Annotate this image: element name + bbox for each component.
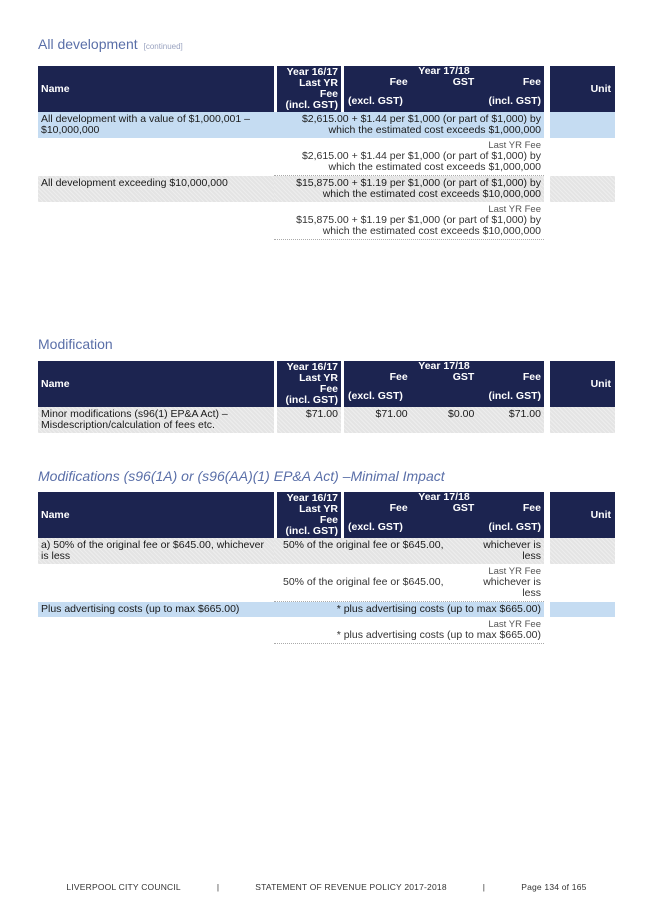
row-unit	[544, 176, 615, 202]
footer-page-number: Page 134 of 165	[521, 882, 587, 892]
row-fee-excl: $71.00	[375, 408, 408, 420]
row-name: All development exceeding $10,000,000	[38, 176, 274, 202]
header-fee: Fee	[389, 502, 408, 514]
col-header-year1	[274, 66, 344, 112]
table-row	[38, 112, 615, 138]
row-name: Minor modifications (s96(1) EP&A Act) – Misdescription/calculation of fees etc.	[38, 407, 274, 433]
header-incl-gst-2: (incl. GST)	[488, 95, 541, 107]
table-row-last-year	[38, 138, 615, 176]
fee-table-minimal-impact	[38, 492, 615, 644]
col-header-year1	[274, 361, 344, 407]
header-excl-gst: (excl. GST)	[348, 95, 403, 107]
fee-table-all-development	[38, 66, 615, 240]
header-year1: Year 16/17	[286, 492, 338, 504]
col-header-unit: Unit	[544, 66, 615, 112]
header-excl-gst: (excl. GST)	[348, 521, 403, 533]
row-last-fee	[274, 617, 544, 644]
col-header-year2	[344, 66, 544, 112]
last-yr-fee-part-b: whichever is less	[483, 576, 541, 599]
header-year2: Year 17/18	[418, 491, 470, 503]
col-header-year2	[344, 492, 544, 538]
row-last-yr-fee: $71.00	[274, 407, 344, 433]
row-fee-incl: $71.00	[508, 408, 541, 420]
last-yr-fee-value: $2,615.00 + $1.44 per $1,000 (or part of $1,000) by which the estimated cost exceeds $1,000,000	[301, 150, 541, 173]
table-row	[38, 407, 615, 433]
header-fee: Fee	[389, 371, 408, 383]
last-yr-fee-value: * plus advertising costs (up to max $665.00)	[336, 629, 541, 641]
footer-separator: |	[216, 882, 220, 892]
table-row	[38, 176, 615, 202]
header-last-yr-fee: Last YR Fee	[299, 77, 338, 100]
header-incl-gst: (incl. GST)	[285, 394, 338, 406]
header-fee-incl: Fee	[522, 76, 541, 88]
col-header-year2	[344, 361, 544, 407]
section-title: Modification	[38, 336, 113, 352]
header-incl-gst-2: (incl. GST)	[488, 390, 541, 402]
section-heading-modification	[38, 336, 113, 352]
table-row	[38, 602, 615, 617]
row-gst: $0.00	[448, 408, 475, 420]
header-incl-gst: (incl. GST)	[285, 99, 338, 111]
last-yr-fee-label: Last YR Fee	[488, 619, 541, 630]
table-row	[38, 538, 615, 564]
row-name: All development with a value of $1,000,001 – $10,000,000	[38, 112, 274, 138]
row-fee-part-a: 50% of the original fee or $645.00,	[283, 539, 444, 551]
last-yr-fee-value: $15,875.00 + $1.19 per $1,000 (or part of $1,000) by which the estimated cost exceeds $10,000,000	[296, 214, 541, 237]
header-gst: GST	[452, 371, 475, 383]
header-fee-incl: Fee	[522, 502, 541, 514]
header-gst: GST	[452, 502, 475, 514]
footer-org: LIVERPOOL CITY COUNCIL	[66, 882, 181, 892]
row-last-fee	[274, 138, 544, 176]
row-fee: * plus advertising costs (up to max $665.00)	[274, 602, 544, 617]
col-header-unit: Unit	[544, 492, 615, 538]
row-last-fee	[274, 564, 544, 602]
continued-note: [continued]	[143, 42, 183, 51]
last-yr-fee-label: Last YR Fee	[488, 140, 541, 151]
row-unit	[544, 538, 615, 564]
row-fee	[274, 538, 544, 564]
header-year2: Year 17/18	[418, 65, 470, 77]
col-header-year1	[274, 492, 344, 538]
row-fee: $15,875.00 + $1.19 per $1,000 (or part of $1,000) by which the estimated cost exceeds $10,000,000	[274, 176, 544, 202]
footer-doc-title: STATEMENT OF REVENUE POLICY 2017-2018	[255, 882, 447, 892]
last-yr-fee-part-a: 50% of the original fee or $645.00,	[283, 576, 444, 588]
row-unit	[544, 112, 615, 138]
row-fee-part-b: whichever is less	[483, 539, 541, 562]
header-last-yr-fee: Last YR Fee	[299, 372, 338, 395]
section-heading-all-development	[38, 36, 183, 52]
last-yr-fee-label: Last YR Fee	[488, 566, 541, 577]
header-incl-gst: (incl. GST)	[285, 525, 338, 537]
table-row-last-year	[38, 202, 615, 240]
section-title: All development	[38, 36, 138, 52]
header-gst: GST	[452, 76, 475, 88]
header-excl-gst: (excl. GST)	[348, 390, 403, 402]
table-row-last-year	[38, 564, 615, 602]
header-incl-gst-2: (incl. GST)	[488, 521, 541, 533]
header-year1: Year 16/17	[286, 361, 338, 373]
header-last-yr-fee: Last YR Fee	[299, 503, 338, 526]
header-fee-incl: Fee	[522, 371, 541, 383]
col-header-name: Name	[38, 492, 274, 538]
header-year2: Year 17/18	[418, 360, 470, 372]
section-heading-minimal-impact	[38, 468, 445, 484]
col-header-name: Name	[38, 361, 274, 407]
row-fee: $2,615.00 + $1.44 per $1,000 (or part of $1,000) by which the estimated cost exceeds $1,000,000	[274, 112, 544, 138]
row-last-fee	[274, 202, 544, 240]
footer-separator: |	[482, 882, 486, 892]
page-footer	[0, 882, 653, 892]
header-year1: Year 16/17	[286, 66, 338, 78]
row-name: a) 50% of the original fee or $645.00, whichever is less	[38, 538, 274, 564]
fee-table-modification	[38, 361, 615, 433]
col-header-unit: Unit	[544, 361, 615, 407]
row-unit	[544, 602, 615, 617]
row-unit	[544, 407, 615, 433]
section-title: Modifications (s96(1A) or (s96(AA)(1) EP&A Act) –Minimal Impact	[38, 468, 445, 484]
col-header-name: Name	[38, 66, 274, 112]
header-fee: Fee	[389, 76, 408, 88]
table-row-last-year	[38, 617, 615, 644]
row-name: Plus advertising costs (up to max $665.00)	[38, 602, 274, 617]
last-yr-fee-label: Last YR Fee	[488, 204, 541, 215]
